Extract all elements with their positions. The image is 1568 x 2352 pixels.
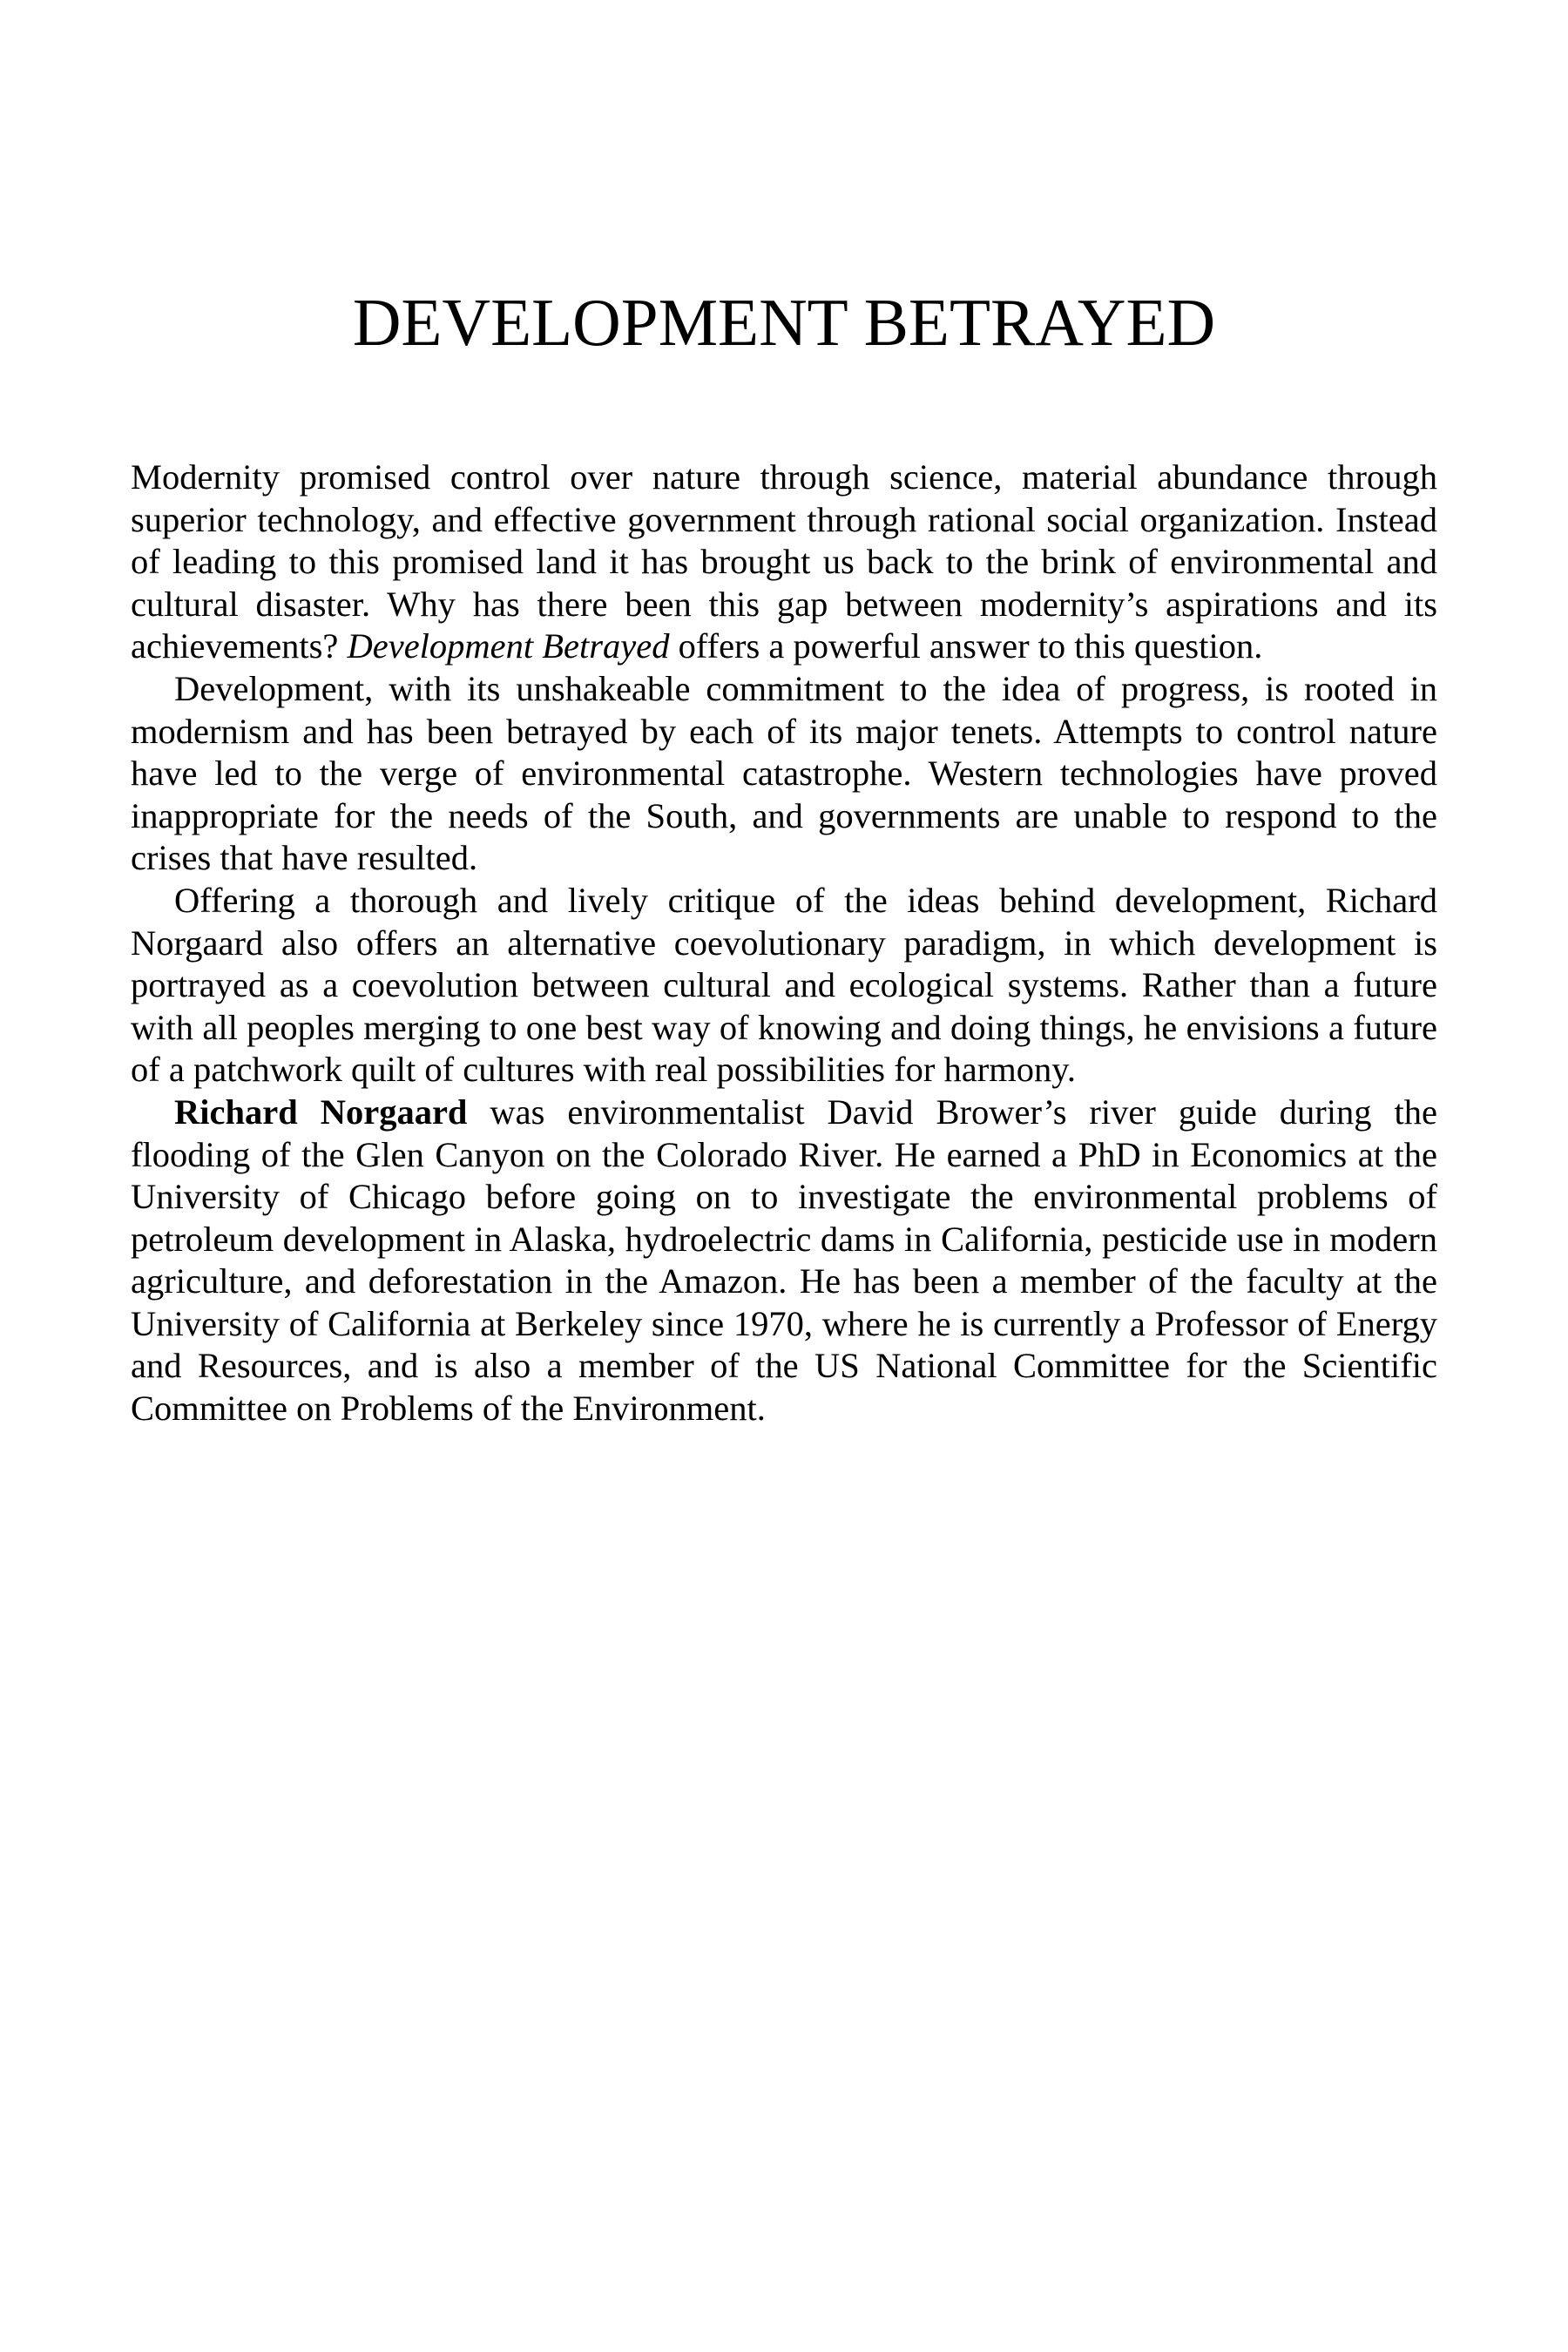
blurb-body bbox=[131, 456, 1437, 1430]
paragraph-author-bio bbox=[131, 1092, 1437, 1430]
intro-text: Modernity promised control over nature through science, material abundance through superior technology, and effective government through rational social organization. Instead of leading to this promised land it has brought us back to the brink of environmental and cultural disaster. Why has there been this gap between modernity’s aspirations and its achievements? bbox=[131, 457, 1437, 666]
author-bio-text: was environmentalist David Brower’s river guide during the flooding of the Glen Canyon on the Colorado River. He earned a PhD in Economics at the University of Chicago before going on to investigate the environmental problems of petroleum development in Alaska, hydroelectric dams in California, pesticide use in modern agriculture, and deforestation in the Amazon. He has been a member of the faculty at the University of California at Berkeley since 1970, where he is currently a Professor of Energy and Resources, and is also a member of the US National Committee for the Scientific Committee on Problems of the Environment. bbox=[131, 1092, 1437, 1429]
paragraph-development: Development, with its unshakeable commitment to the idea of progress, is rooted in modernism and has been betrayed by each of its major tenets. Attempts to control nature have led to the verge of environmental catastrophe. Western technologies have proved inappropriate for the needs of the South, and governments are unable to respond to the crises that have resulted. bbox=[131, 668, 1437, 878]
intro-text-end: offers a powerful answer to this question. bbox=[669, 626, 1263, 666]
paragraph-critique: Offering a thorough and lively critique of the ideas behind development, Richard Norgaard also offers an alternative coevolutionary paradigm, in which development is portrayed as a coevolution between cultural and ecological systems. Rather than a future with all peoples merging to one best way of knowing and doing things, he envisions a future of a patchwork quilt of cultures with real possibilities for harmony. bbox=[131, 880, 1437, 1090]
book-title-italic: Development Betrayed bbox=[347, 626, 670, 666]
paragraph-intro bbox=[131, 456, 1437, 668]
author-name: Richard Norgaard bbox=[174, 1092, 468, 1132]
page-title: DEVELOPMENT BETRAYED bbox=[352, 285, 1216, 360]
